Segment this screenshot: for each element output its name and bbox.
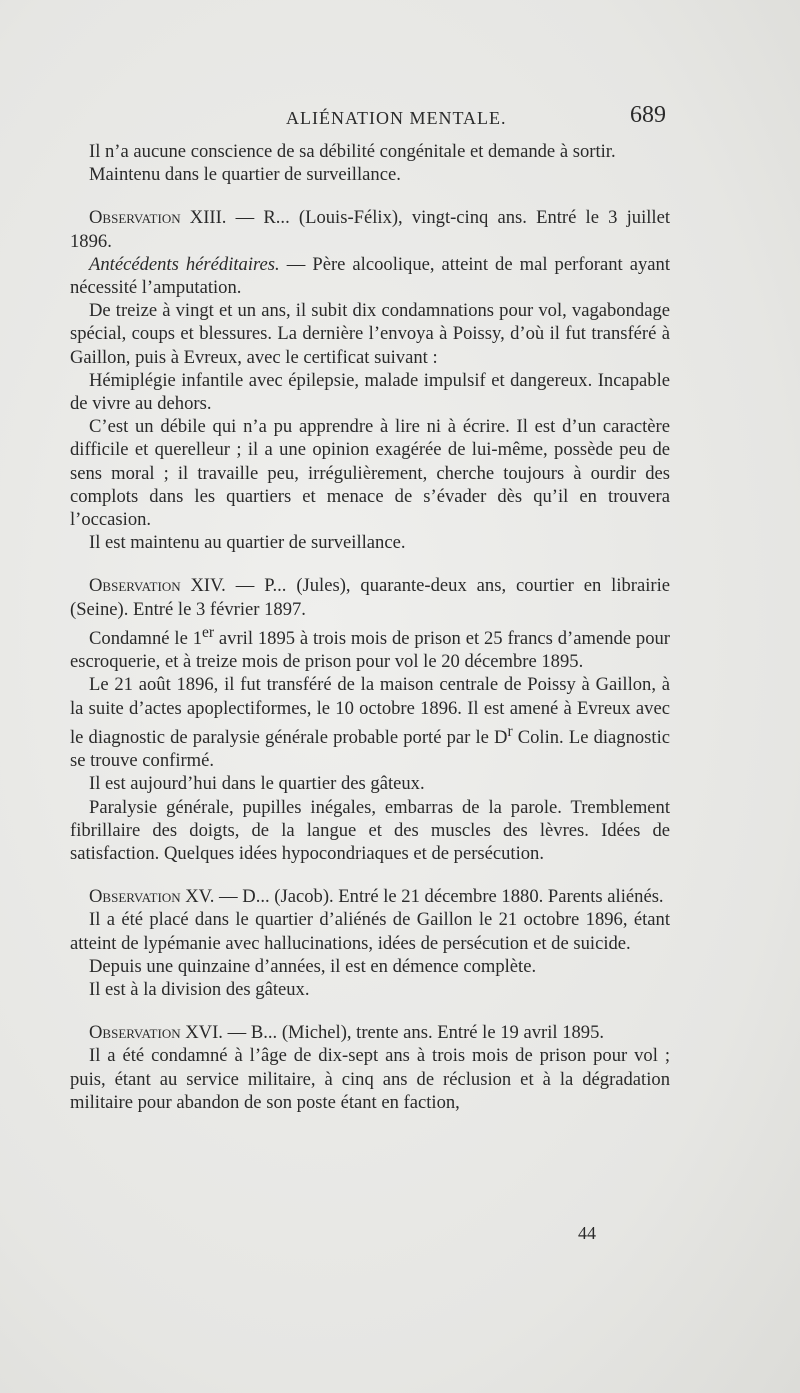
- page-header: [0, 102, 800, 132]
- observation-text: — D... (Jacob). Entré le 21 décembre 1880. Parents aliénés.: [214, 886, 664, 908]
- text-run: Condamné le 1: [89, 628, 202, 650]
- page-body: [70, 140, 670, 1114]
- paragraph: [70, 253, 670, 299]
- observation-label: Observation XV.: [89, 886, 215, 908]
- paragraph: [70, 673, 670, 772]
- paragraph: Il est aujourd’hui dans le quartier des gâteux.: [89, 773, 425, 795]
- paragraph: Paralysie générale, pupilles inégales, embarras de la parole. Tremblement fibrillaire des doigts, de la langue et des muscles des lèvres. Idées de satisfaction. Quelques idées hypocondriaques et de persécution.: [70, 796, 670, 865]
- observation-label: Observation XIV.: [89, 575, 226, 597]
- antecedents-label: Antécédents héréditaires.: [89, 253, 280, 275]
- paragraph: Il est maintenu au quartier de surveillance.: [89, 532, 406, 554]
- paragraph: Il est à la division des gâteux.: [89, 979, 310, 1001]
- paragraph: [70, 621, 670, 674]
- antecedents-text: — Père alcoolique, atteint de mal perforant ayant nécessité l’amputation.: [70, 253, 670, 299]
- paragraph: Il a été condamné à l’âge de dix-sept ans à trois mois de prison pour vol ; puis, étant au service militaire, à cinq ans de réclusion et à la dégradation militaire pour abandon de son poste étant en faction,: [70, 1045, 670, 1113]
- paragraph: Hémiplégie infantile avec épilepsie, malade impulsif et dangereux. Incapable de vivre au dehors.: [70, 369, 670, 415]
- paragraph: C’est un débile qui n’a pu apprendre à lire ni à écrire. Il est d’un caractère difficile et querelleur ; il a une opinion exagérée de lui-même, possède peu de sens moral ; il travaille peu, irrégulièrement, cherche toujours à ourdir des complots dans les quartiers et menace de s’évader dès qu’il en trouvera l’occasion.: [70, 416, 670, 531]
- text-run: avril 1895 à trois mois de prison et 25 francs d’amende pour escroquerie, et à treize mois de prison pour vol le 20 décembre 1895.: [70, 628, 670, 673]
- paragraph: Depuis une quinzaine d’années, il est en démence complète.: [89, 955, 537, 977]
- observation-text: — R... (Louis-Félix), vingt-cinq ans. Entré le 3 juillet 1896.: [70, 207, 670, 252]
- observation-label: Observation XIII.: [89, 207, 227, 229]
- observation-label: Observation XVI.: [89, 1022, 223, 1044]
- observation-13-heading: [70, 206, 670, 252]
- paragraph: Il a été placé dans le quartier d’aliénés de Gaillon le 21 octobre 1896, étant atteint de lypémanie avec hallucinations, idées de persécution et de suicide.: [70, 909, 670, 954]
- paragraph: Maintenu dans le quartier de surveillance.: [89, 164, 401, 186]
- superscript: er: [202, 623, 215, 641]
- observation-text: — B... (Michel), trente ans. Entré le 19 avril 1895.: [222, 1022, 605, 1044]
- text-run: Colin. Le diagnostic se trouve confirmé.: [70, 727, 670, 772]
- paragraph: De treize à vingt et un ans, il subit dix condamnations pour vol, vagabondage spécial, coups et blessures. La dernière l’envoya à Poissy, d’où il fut transféré à Gaillon, puis à Evreux, avec le certificat suivant :: [70, 300, 670, 368]
- observation-15-heading: [70, 885, 670, 908]
- observation-16-heading: [70, 1021, 670, 1044]
- running-title: ALIÉNATION MENTALE.: [286, 108, 507, 128]
- paragraph: Il n’a aucune conscience de sa débilité congénitale et demande à sortir.: [89, 141, 616, 162]
- superscript: r: [507, 722, 513, 740]
- page-number: 689: [630, 102, 666, 128]
- observation-14-heading: [70, 574, 670, 620]
- text-run: Le 21 août 1896, il fut transféré de la maison centrale de Poissy à Gaillon, à la suite d’actes apoplectiformes, le 10 octobre 1896. Il est amené à Evreux avec le diagnostic de paralysie générale probable porté par le D: [70, 674, 670, 749]
- signature-mark: 44: [578, 1223, 596, 1243]
- observation-text: — P... (Jules), quarante-deux ans, courtier en librairie (Seine). Entré le 3 février 1897.: [70, 575, 671, 620]
